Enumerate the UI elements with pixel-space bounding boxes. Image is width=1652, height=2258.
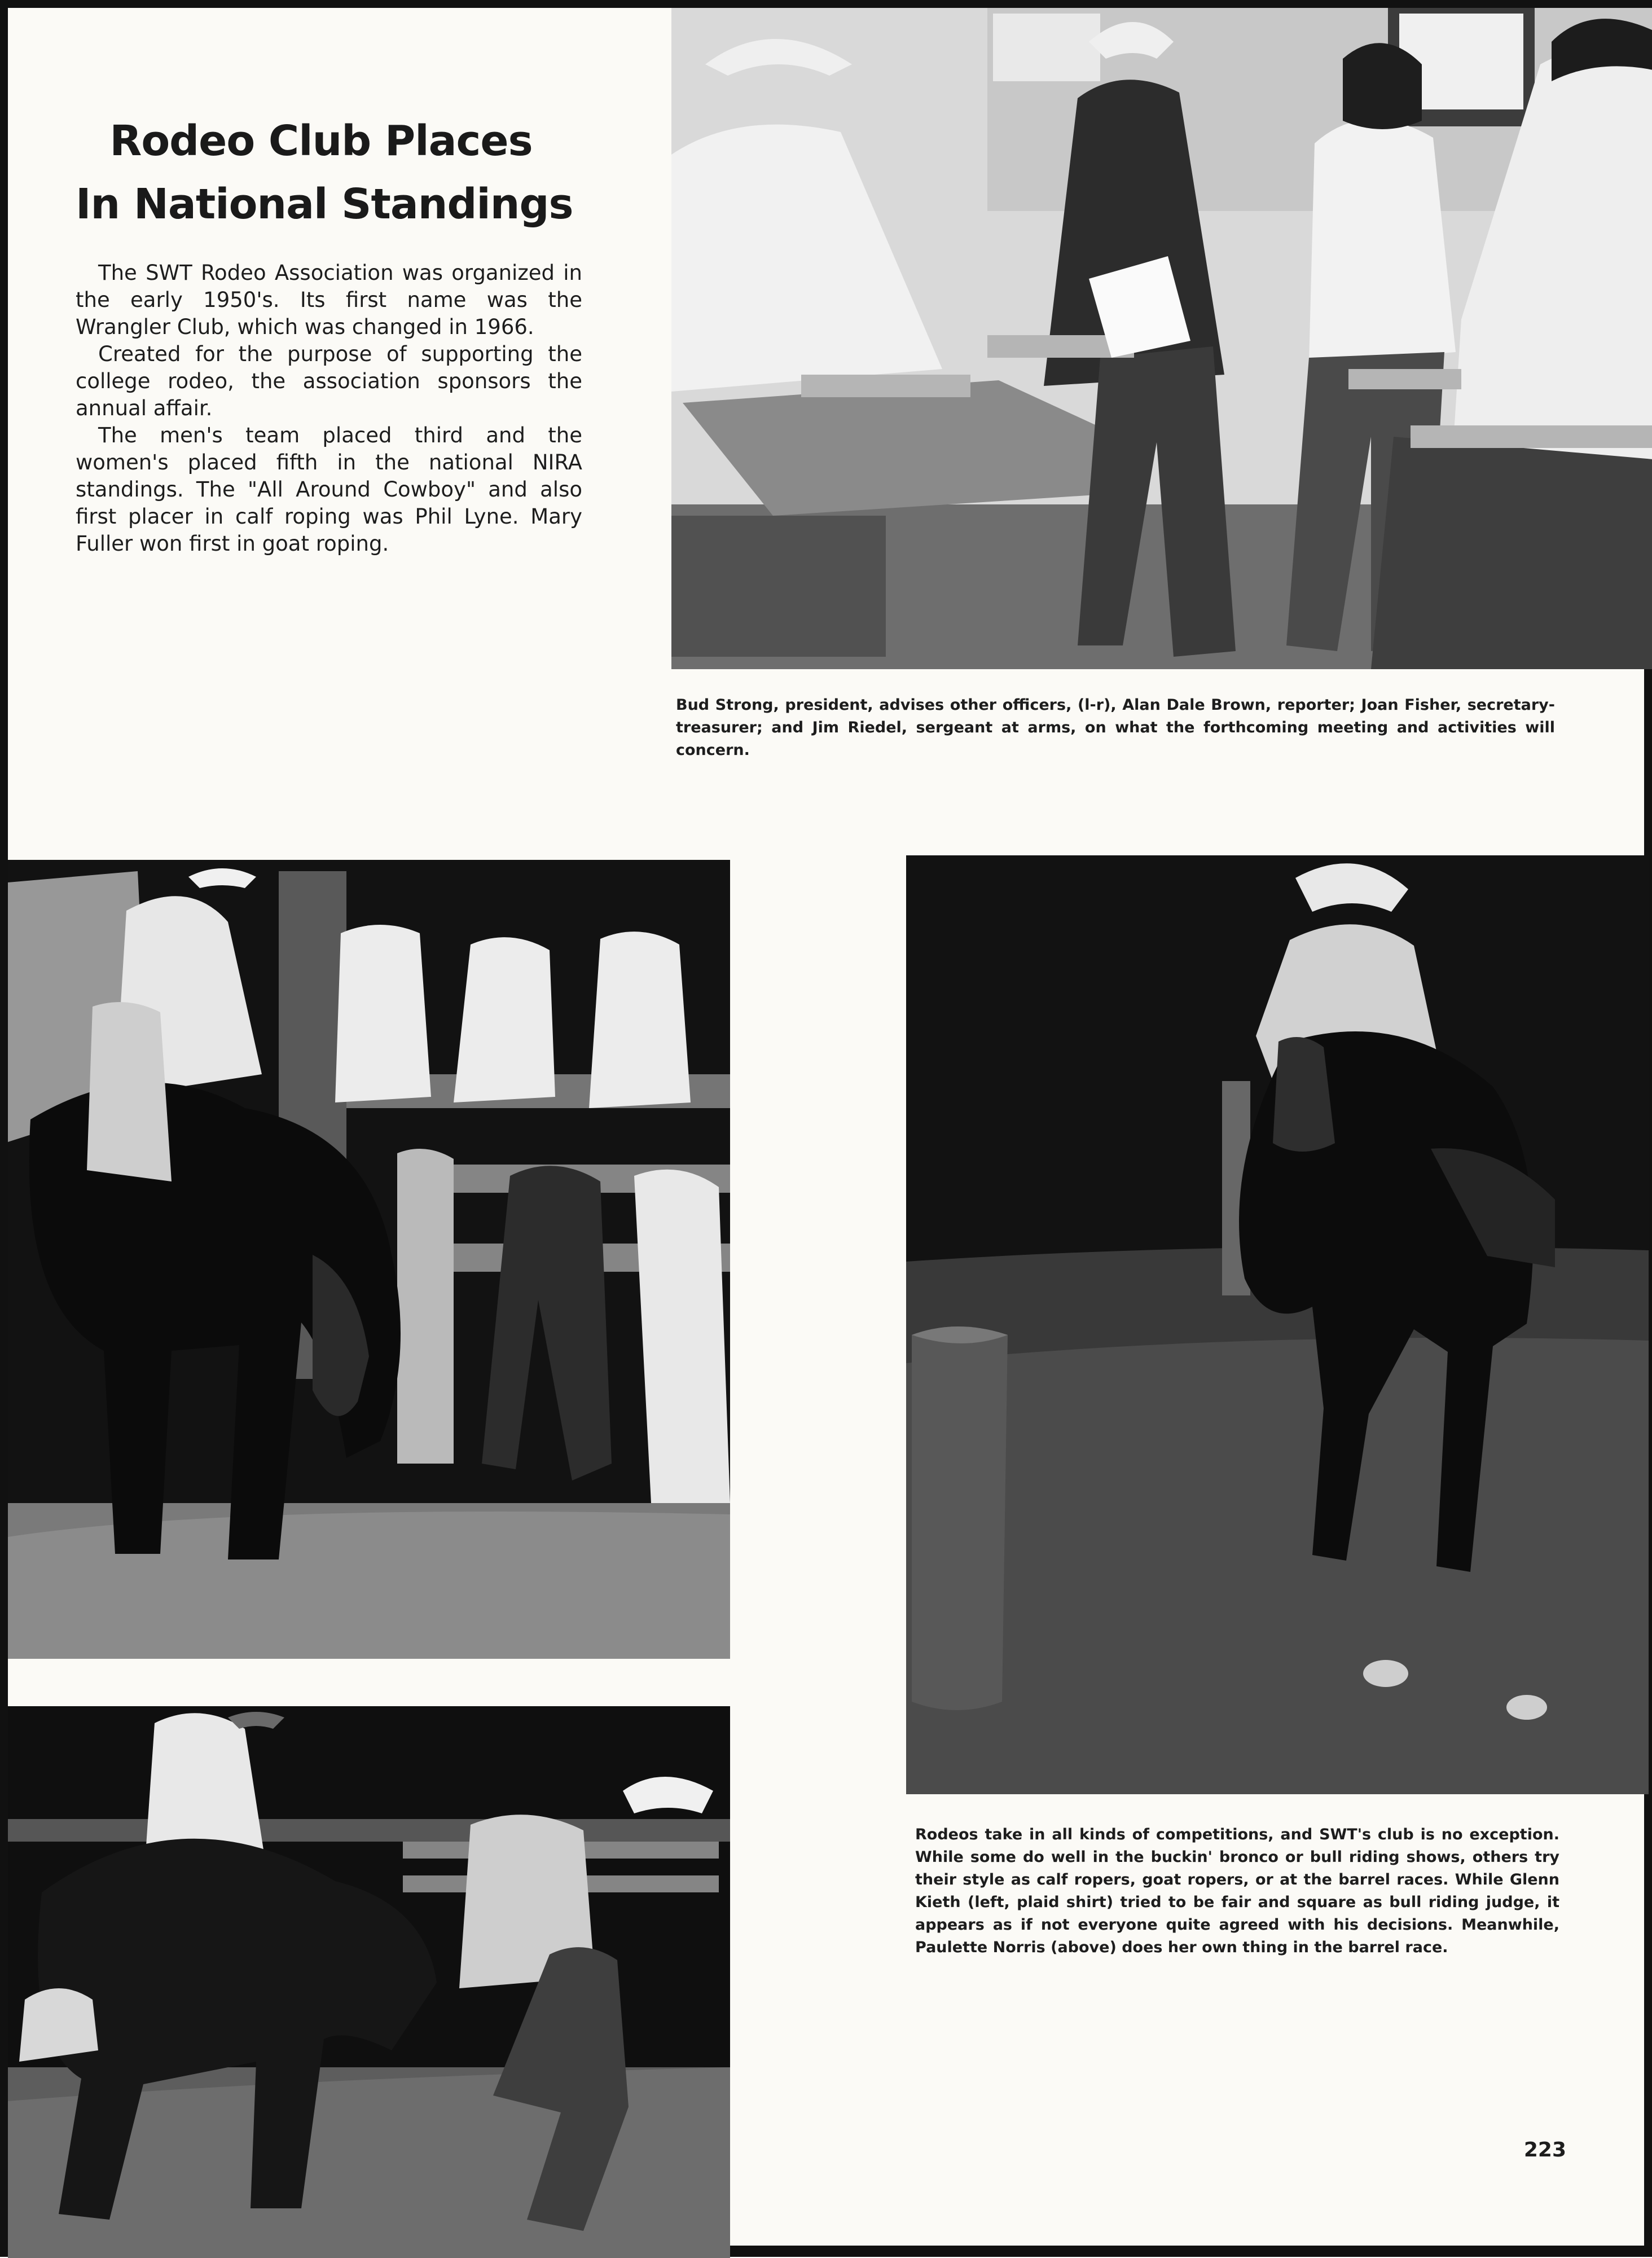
intro-paragraph: Created for the purpose of supporting the college rodeo, the association sponsors the annual affair. [76,342,582,420]
barrel-race-photo [906,855,1649,1794]
page-title [76,109,573,236]
officers-caption: Bud Strong, president, advises other officers, (l-r), Alan Dale Brown, reporter; Joan Fisher, secretary-treasurer; and Jim Riedel, sergeant at arms, on what the forthcoming meeting and activities will concern. [676,696,1555,759]
bronco-photo [8,860,730,1659]
officers-illustration [671,8,1652,669]
bronco-illustration [8,860,730,1659]
bull-riding-illustration [8,1706,730,2258]
officers-photo [671,8,1652,669]
intro-paragraph: The men's team placed third and the women's placed fifth in the national NIRA standings. The "All Around Cowboy" and also first placer in calf roping was Phil Lyne. Mary Fuller won first in goat roping. [76,423,582,556]
title-line-2: In National Standings [76,180,573,229]
bull-riding-photo [8,1706,730,2258]
page-number: 223 [1523,2138,1566,2162]
rodeo-caption: Rodeos take in all kinds of competitions, and SWT's club is no exception. While some do well in the buckin' bronco or bull riding shows, others try their style as calf ropers, goat ropers, or at the barrel races. While Glenn Kieth (left, plaid shirt) tried to be fair and square as bull riding judge, it appears as if not everyone quite agreed with his decisions. Meanwhile, Paulette Norris (above) does her own thing in the barrel race. [915,1826,1559,1956]
title-line-1: Rodeo Club Places [109,117,533,165]
intro-text [76,260,582,557]
barrel-race-illustration [906,855,1649,1794]
intro-paragraph: The SWT Rodeo Association was organized in the early 1950's. Its first name was the Wrangler Club, which was changed in 1966. [76,261,582,339]
